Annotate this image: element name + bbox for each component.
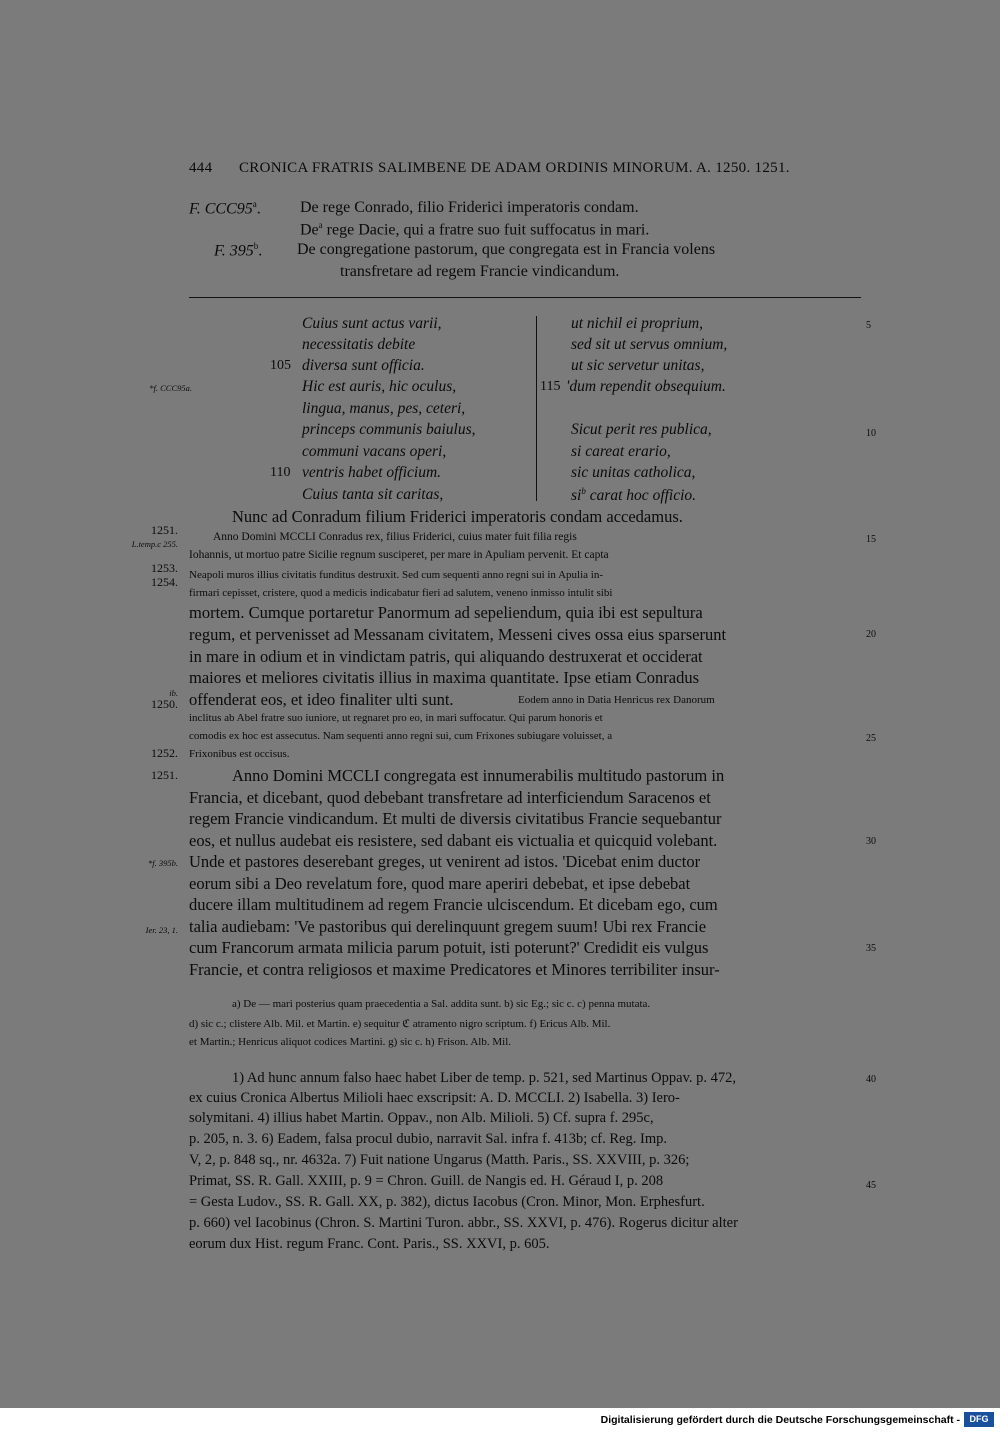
footnote-line2: ex cuius Cronica Albertus Milioli haec exscripsit: A. D. MCCLI. 2) Isabella. 3) Iero- [189,1090,680,1106]
margin-year-1250: 1250. [151,697,178,711]
verse-right-6: si careat erario, [571,443,671,460]
text-p1-line12: Frixonibus est occisus. [189,748,290,760]
verse-right-3: ut sic servetur unitas, [571,357,705,374]
text-p2-line4: eos, et nullus audebat eis resistere, sed dabant eis victualia et quicquid volebant. [189,831,718,850]
margin-folio-395b: *f. 395b. [148,858,178,868]
verse-right-1: ut nichil ei proprium, [571,315,704,332]
verse-left-9: Cuius tanta sit caritas, [302,486,444,503]
text-p2-line5: Unde et pastores deserebant greges, ut venirent ad istos. 'Dicebat enim ductor [189,852,701,871]
text-p2-line9: cum Francorum armata milicia parum potuit, isti poterunt?' Credidit eis vulgus [189,938,709,957]
margin-ier: Ier. 23, 1. [145,925,178,935]
verse-right-8-text: carat hoc officio. [589,487,697,505]
footnote-line5: V, 2, p. 848 sq., nr. 4632a. 7) Fuit natione Ungarus (Matth. Paris., SS. XXVIII, p. 326; [189,1152,690,1168]
toc-line-2 [300,220,649,239]
margin-ltemp: L.temp.c 255. [131,539,178,549]
note-a-line3: et Martin.; Henricus aliquot codices Martini. g) sic c. h) Frison. Alb. Mil. [189,1036,512,1048]
verse-number-110: 110 [270,465,291,480]
margin-year-1252: 1252. [151,746,178,760]
margin-year-1251b: 1251. [151,768,178,782]
verse-left-5: lingua, manus, pes, ceteri, [302,400,466,417]
text-p1-line5: mortem. Cumque portaretur Panormum ad sepeliendum, quia ibi est sepultura [189,603,703,622]
text-p1-line1: Anno Domini MCCLI Conradus rex, filius Friderici, cuius mater fuit filia regis [213,531,577,543]
line-number-15: 15 [866,534,876,545]
divider [189,297,861,298]
text-p2-line1: Anno Domini MCCLI congregata est innumerabilis multitudo pastorum in [232,766,725,785]
line-number-10: 10 [866,428,876,439]
line-number-40: 40 [866,1074,876,1085]
verse-right-8-sup: b [581,486,586,496]
page-number: 444 [189,160,213,176]
toc-line-1: F. CCC95$^a$. [189,199,261,218]
text-p1-line10: inclitus ab Abel fratre suo iuniore, ut regnaret pro eo, in mari suffocatur. Qui parum honoris et [189,712,603,724]
toc-text-3: De congregatione pastorum, que congregata est in Francia volens [297,241,716,258]
verse-right-5: Sicut perit res publica, [571,421,712,438]
margin-ib: ib. [169,688,178,698]
text-p1-line2: Iohannis, ut mortuo patre Sicilie regnum susciperet, per mare in Apuliam pervenit. Et capta [189,549,609,561]
footnote-line7: = Gesta Ludov., SS. R. Gall. XX, p. 382), dictus Iacobus (Cron. Minor, Mon. Erphesfurt. [189,1194,705,1210]
running-title: CRONICA FRATRIS SALIMBENE DE ADAM ORDINIS MINORUM. A. 1250. 1251. [239,160,790,176]
margin-year-1253: 1253. [151,561,178,575]
text-p1-line9: offenderat eos, et ideo finaliter ulti sunt. [189,690,454,709]
footnote-line1: 1) Ad hunc annum falso haec habet Liber de temp. p. 521, sed Martinus Oppav. p. 472, [232,1070,737,1086]
footer-credit: Digitalisierung gefördert durch die Deutsche Forschungsgemeinschaft - [600,1414,960,1426]
toc-line-3: F. 395$^b$. [214,241,263,260]
verse-left-4: Hic est auris, hic oculus, [302,378,457,395]
note-a-line1: a) De — mari posterius quam praecedentia a Sal. addita sunt. b) sic Eg.; sic c. c) penna mutata. [232,998,651,1010]
footnote-line9: eorum dux Hist. regum Franc. Cont. Paris., SS. XXVI, p. 605. [189,1236,550,1252]
margin-year-1251: 1251. [151,523,178,537]
footnote-line6: Primat, SS. R. Gall. XXIII, p. 9 = Chron. Guill. de Nangis ed. H. Géraud I, p. 208 [189,1173,664,1189]
line-number-35: 35 [866,943,876,954]
verse-right-8 [571,486,696,505]
line-number-20: 20 [866,629,876,640]
text-p2-line8: talia audiebam: 'Ve pastoribus qui derelinquunt gregem suum! Ubi rex Francie [189,917,707,936]
line-number-25: 25 [866,733,876,744]
verse-left-7: communi vacans operi, [302,443,447,460]
text-p1-line8: maiores et meliores civitatis illius in maxima quantitate. Ipse etiam Conradus [189,668,700,687]
footnote-line8: p. 660) vel Iacobinus (Chron. S. Martini Turon. abbr., SS. XXVI, p. 476). Rogerus dicitur alter [189,1215,738,1231]
margin-year-1254: 1254. [151,575,178,589]
line-number-45: 45 [866,1180,876,1191]
dfg-logo-icon: DFG [964,1412,994,1427]
text-p2-line6: eorum sibi a Deo revelatum fore, quod mare aperiri debebat, et ipse debebat [189,874,691,893]
margin-folio-ccc95: *f. CCC95a. [149,383,192,393]
toc-ref-sup: a [252,199,257,209]
text-p1-line3: Neapoli muros illius civitatis funditus destruxit. Sed cum sequenti anno regni sui in Apulia in- [189,569,603,581]
toc-ref-2: F. 395 [214,242,254,260]
footer-bar [0,1408,1000,1434]
verse-left-1: Cuius sunt actus varii, [302,315,442,332]
text-p2-line2: Francia, et dicebant, quod debebant transfretare ad interficiendum Saracenos et [189,788,711,807]
verse-left-6: princeps communis baiulus, [302,421,476,438]
toc-text-1: De rege Conrado, filio Friderici imperatoris condam. [300,199,639,216]
toc-text-2a: De [300,221,319,239]
line-number-5: 5 [866,320,871,331]
verse-left-2: necessitatis debite [302,336,416,353]
verse-number-115: 115 [540,379,561,394]
toc-ref: F. CCC95 [189,200,253,218]
line-number-30: 30 [866,836,876,847]
text-p1-line4: firmari cepisset, cristere, quod a medicis indicabatur fieri ad salutem, veneno inmisso intulit sibi [189,587,613,599]
toc-text-4: transfretare ad regem Francie vindicandum. [340,263,620,280]
text-p1-line6: regum, et pervenisset ad Messanam civitatem, Messeni cives ossa eius sparserunt [189,625,727,644]
text-p1-line9b: Eodem anno in Datia Henricus rex Danorum [518,694,715,706]
footnote-line3: solymitani. 4) illius habet Martin. Oppav., non Alb. Milioli. 5) Cf. supra f. 295c, [189,1110,654,1126]
toc-ref-sup-2: b [253,241,259,251]
text-p2-line7: ducere illam multitudinem ad regem Francie ulciscendum. Et dicebam ego, cum [189,895,718,914]
toc-sup-2: a [318,220,323,230]
footnote-line4: p. 205, n. 3. 6) Eadem, falsa procul dubio, narravit Sal. infra f. 413b; cf. Reg. Imp. [189,1131,667,1147]
text-line-heading: Nunc ad Conradum filium Friderici imperatoris condam accedamus. [232,507,683,526]
text-p1-line11: comodis ex hoc est assecutus. Nam sequenti anno regni sui, cum Frixones subiugare voluisset, a [189,730,613,742]
verse-right-2: sed sit ut servus omnium, [571,336,728,353]
toc-text-2b: rege Dacie, qui a fratre suo fuit suffocatus in mari. [326,221,650,239]
verse-left-8: ventris habet officium. [302,464,442,481]
verse-column-rule [536,316,537,501]
text-p2-line3: regem Francie vindicandum. Et multi de diversis civitatibus Francie sequebantur [189,809,722,828]
verse-left-3: diversa sunt officia. [302,357,425,374]
verse-right-4: 'dum rependit obsequium. [566,378,726,395]
note-a-line2: d) sic c.; clistere Alb. Mil. et Martin. e) sequitur ℭ atramento nigro scriptum. f) Ericus Alb. Mil. [189,1018,611,1030]
text-p2-line10: Francie, et contra religiosos et maxime Predicatores et Minores terribiliter insur- [189,960,720,979]
verse-right-7: sic unitas catholica, [571,464,696,481]
text-p1-line7: in mare in odium et in vindictam patris, qui aliquando destruxerat et occiderat [189,647,703,666]
verse-right-8-prefix: si [571,487,582,505]
verse-number-105: 105 [270,358,291,373]
